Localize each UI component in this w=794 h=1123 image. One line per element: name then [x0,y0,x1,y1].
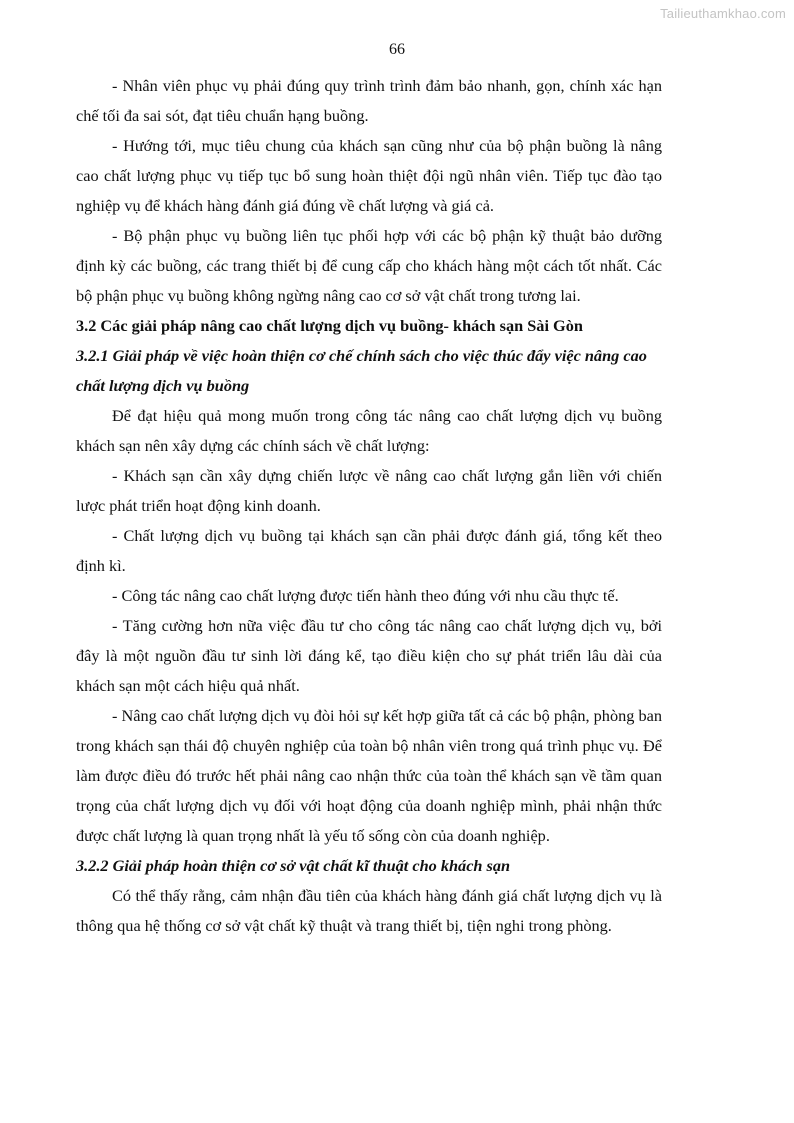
watermark: Tailieuthamkhao.com [660,6,786,21]
paragraph-periodic-evaluation: - Chất lượng dịch vụ buồng tại khách sạn cần phải được đánh giá, tổng kết theo định kì. [76,526,662,575]
paragraph-actual-needs: - Công tác nâng cao chất lượng được tiến hành theo đúng với nhu cầu thực tế. [112,586,619,605]
page-number: 66 [389,41,405,58]
paragraph-quality-policy-intro: Để đạt hiệu quả mong muốn trong công tác nâng cao chất lượng dịch vụ buồng khách sạn nên xây dựng các chính sách về chất lượng: [76,406,662,455]
heading-section-3-2-1: 3.2.1 Giải pháp về việc hoàn thiện cơ chế chính sách cho việc thúc đẩy việc nâng cao chất lượng dịch vụ buồng [76,346,647,395]
paragraph-staff-procedure: - Nhân viên phục vụ phải đúng quy trình trình đảm bảo nhanh, gọn, chính xác hạn chế tối đa sai sót, đạt tiêu chuẩn hạng buồng. [76,76,662,125]
paragraph-facilities: Có thể thấy rằng, cảm nhận đầu tiên của khách hàng đánh giá chất lượng dịch vụ là thông qua hệ thống cơ sở vật chất kỹ thuật và trang thiết bị, tiện nghi trong phòng. [76,886,662,935]
heading-section-3-2-2: 3.2.2 Giải pháp hoàn thiện cơ sở vật chất kĩ thuật cho khách sạn [76,856,511,875]
paragraph-cooperation: - Nâng cao chất lượng dịch vụ đòi hỏi sự kết hợp giữa tất cả các bộ phận, phòng ban trong khách sạn thái độ chuyên nghiệp của toàn bộ nhân viên trong quá trình phục vụ. Để làm được điều đó trước hết phải nâng cao nhận thức của toàn thể khách sạn về tầm quan trọng của chất lượng dịch vụ đối với hoạt động của doanh nghiệp mình, phải nhận thức được chất lượng là quan trọng nhất là yếu tố sống còn của doanh nghiệp. [76,706,662,845]
paragraph-strategy: - Khách sạn cần xây dựng chiến lược về nâng cao chất lượng gắn liền với chiến lược phát triển hoạt động kinh doanh. [76,466,662,515]
paragraph-common-goal: - Hướng tới, mục tiêu chung của khách sạn cũng như của bộ phận buồng là nâng cao chất lượng phục vụ tiếp tục bổ sung hoàn thiệt đội ngũ nhân viên. Tiếp tục đào tạo nghiệp vụ để khách hàng đánh giá đúng về chất lượng và giá cả. [76,136,662,215]
heading-section-3-2: 3.2 Các giải pháp nâng cao chất lượng dịch vụ buồng- khách sạn Sài Gòn [76,316,583,335]
paragraph-investment: - Tăng cường hơn nữa việc đầu tư cho công tác nâng cao chất lượng dịch vụ, bởi đây là một nguồn đầu tư sinh lời đáng kể, tạo điều kiện cho sự phát triển lâu dài của khách sạn một cách hiệu quả nhất. [76,616,662,695]
document-body [76,71,662,941]
paragraph-maintenance-coordination: - Bộ phận phục vụ buồng liên tục phối hợp với các bộ phận kỹ thuật bảo dưỡng định kỳ các buồng, các trang thiết bị để cung cấp cho khách hàng một cách tốt nhất. Các bộ phận phục vụ buồng không ngừng nâng cao cơ sở vật chất trong tương lai. [76,226,662,305]
